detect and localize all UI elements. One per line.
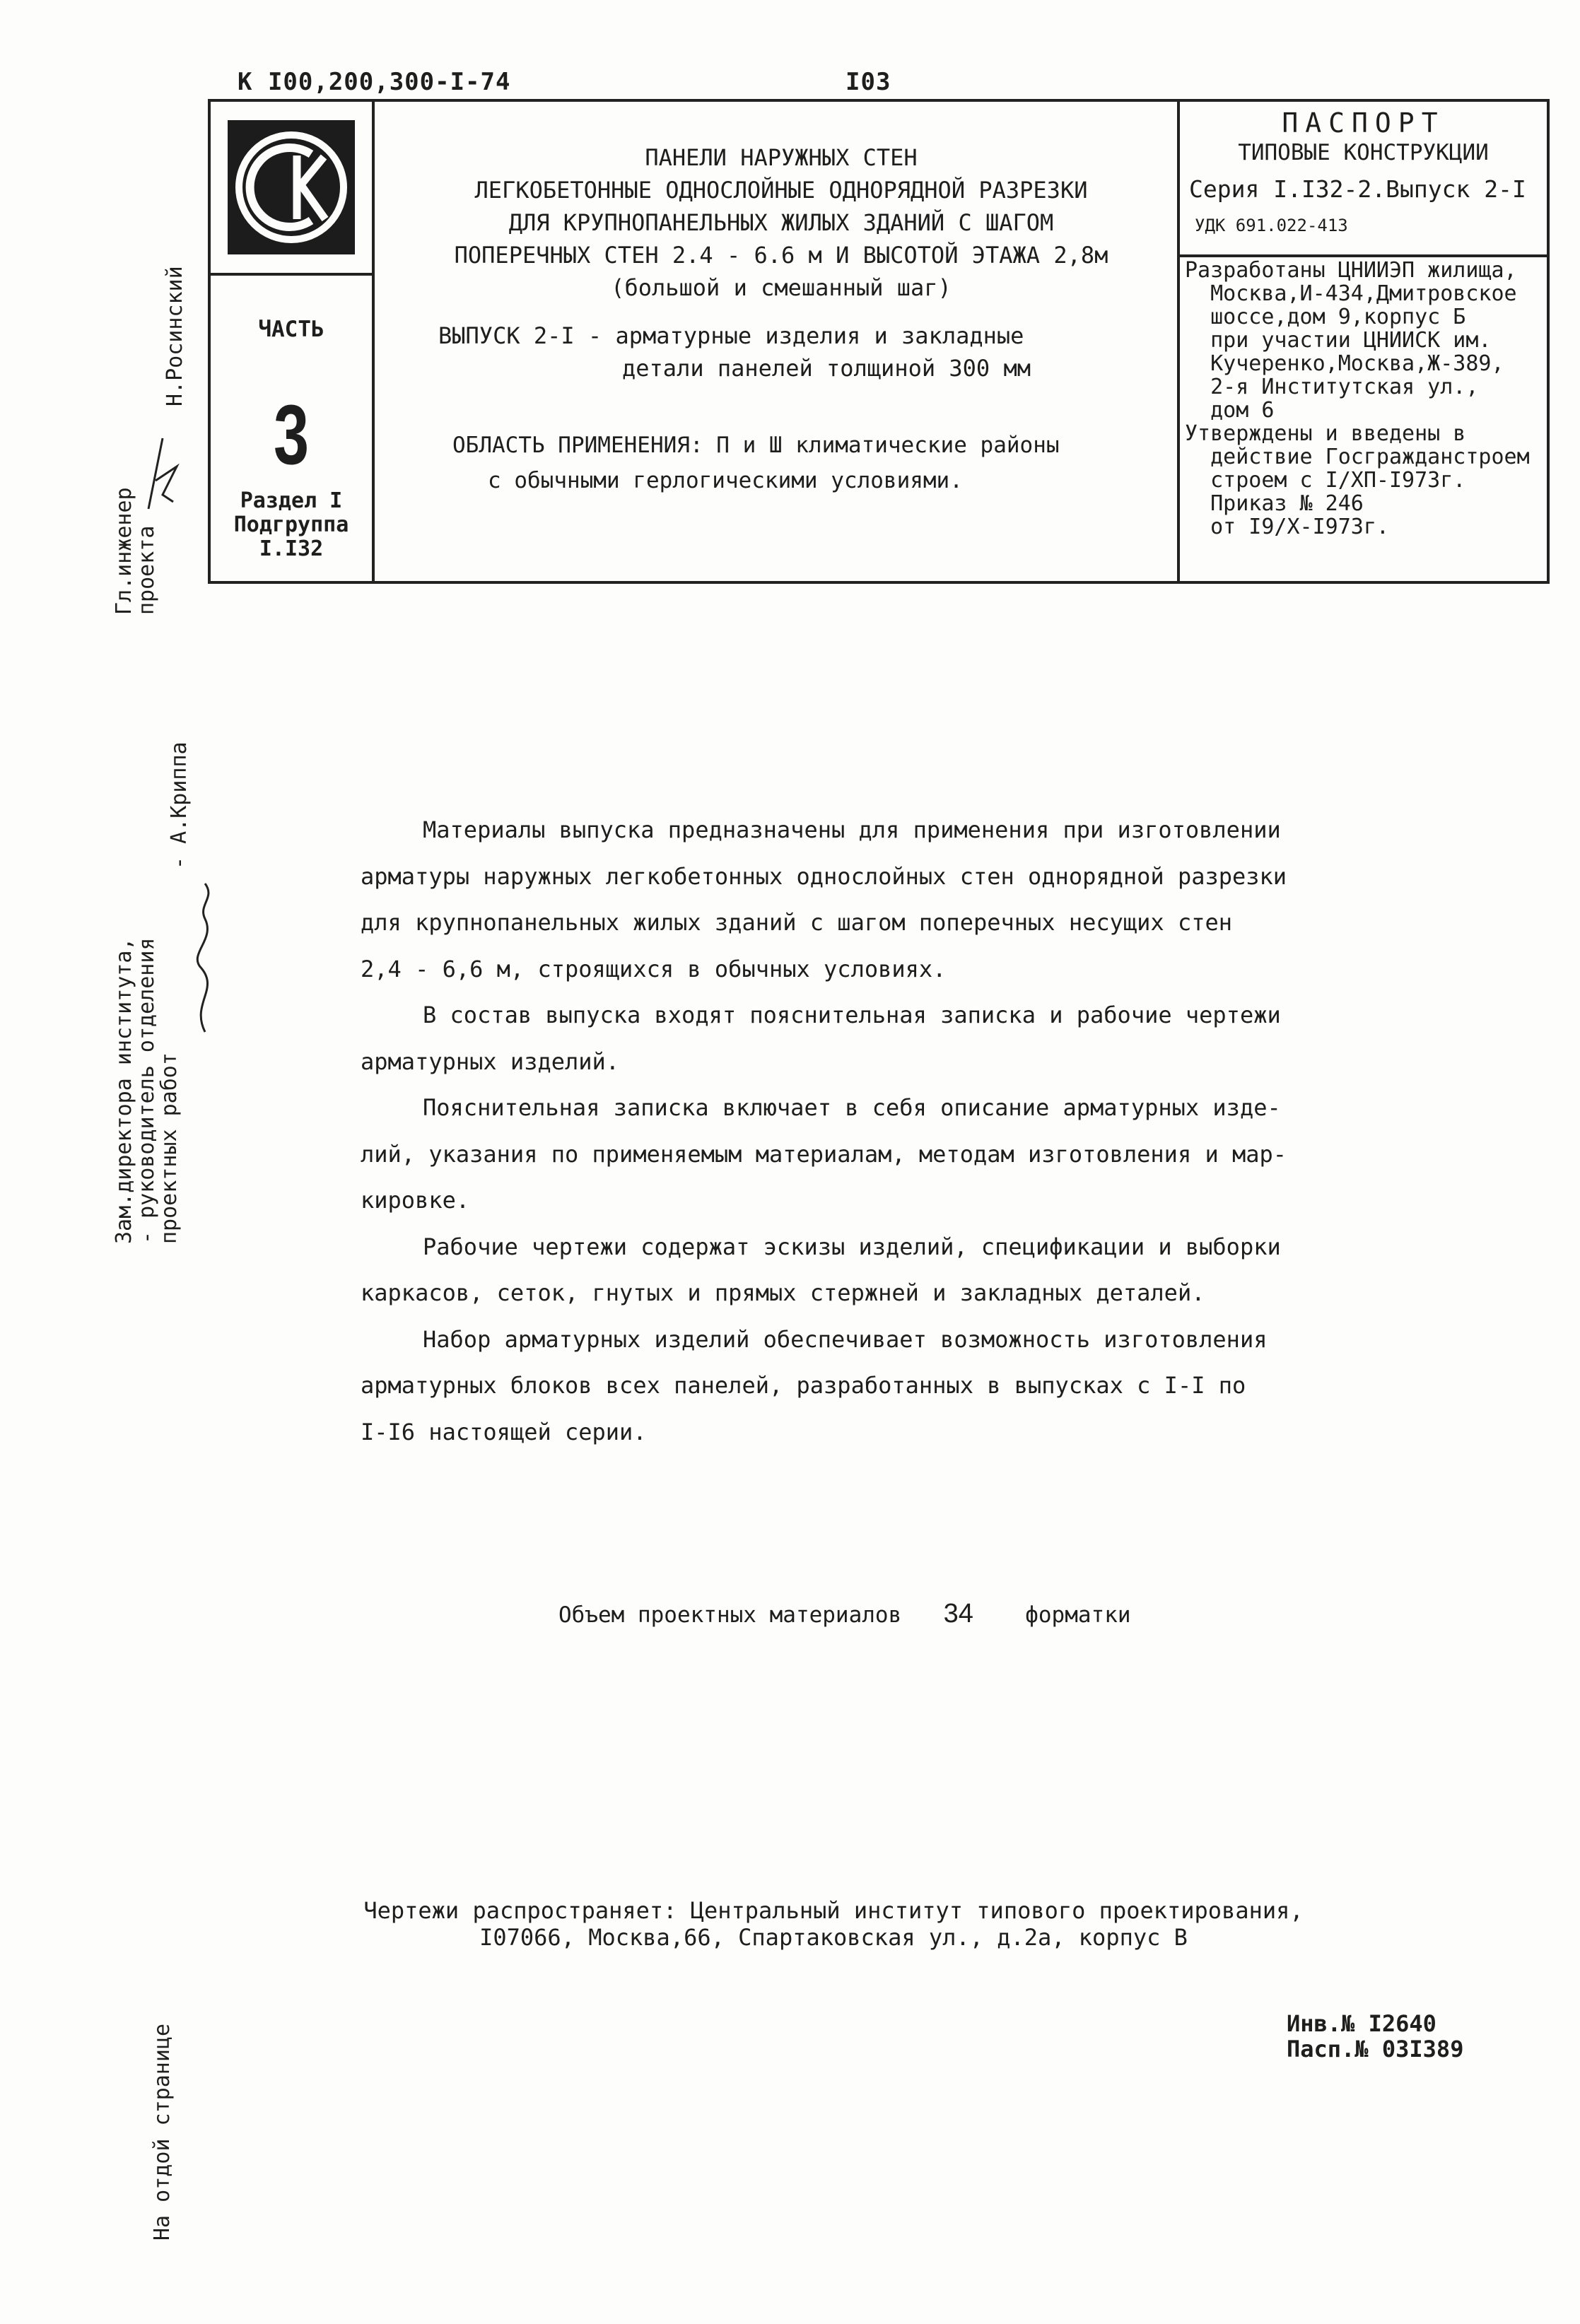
scope-line-1: ОБЛАСТЬ ПРИМЕНЕНИЯ: П и Ш климатические районы bbox=[452, 433, 1060, 458]
right-column-divider bbox=[1177, 102, 1180, 581]
section-label: Раздел I bbox=[240, 488, 343, 513]
developer-line: 2-я Институтская ул., bbox=[1185, 375, 1479, 399]
udk-label: УДК 691.022-413 bbox=[1195, 216, 1348, 235]
chief-engineer-line-2: проекта bbox=[134, 525, 159, 615]
approval-line: Утверждены и введены в bbox=[1185, 421, 1466, 446]
volume-line bbox=[558, 1599, 1131, 1629]
deputy-director-title bbox=[113, 938, 181, 1244]
title-line: ЛЕГКОБЕТОННЫЕ ОДНОСЛОЙНЫЕ ОДНОРЯДНОЙ РАЗРЕЗКИ bbox=[474, 177, 1088, 204]
part-number: 3 bbox=[273, 387, 310, 482]
logo bbox=[228, 120, 355, 254]
title-block bbox=[396, 141, 1166, 304]
developer-line: Москва,И-434,Дмитровское bbox=[1185, 281, 1517, 306]
paragraph-line: кировке. bbox=[361, 1187, 470, 1214]
distribution-line-1: Чертежи распространяет: Центральный институт типового проектирования, bbox=[363, 1897, 1304, 1924]
scope-line-2: с обычными герлогическими условиями. bbox=[488, 468, 963, 493]
subgroup-code: I.I32 bbox=[259, 536, 324, 561]
paragraph-line: В состав выпуска входят пояснительная записка и рабочие чертежи bbox=[423, 1002, 1281, 1028]
paragraph-line: 2,4 - 6,6 м, строящихся в обычных условиях. bbox=[361, 955, 947, 982]
volume-count: 34 bbox=[943, 1599, 973, 1628]
description-text bbox=[361, 807, 1336, 1455]
paragraph-line: для крупнопанельных жилых зданий с шагом поперечных несущих стен bbox=[361, 909, 1232, 936]
paragraph-line: лий, указания по применяемым материалам, методам изготовления и мар- bbox=[361, 1140, 1287, 1168]
approval-line: от I9/X-I973г. bbox=[1185, 515, 1389, 539]
paragraph-line: арматурных блоков всех панелей, разработанных в выпусках с I-I по bbox=[361, 1372, 1246, 1399]
inventory-number: Инв.№ I2640 bbox=[1287, 2010, 1436, 2037]
passport-subtitle: ТИПОВЫЕ КОНСТРУКЦИИ bbox=[1238, 140, 1489, 165]
paragraph-line: Набор арматурных изделий обеспечивает возможность изготовления bbox=[423, 1325, 1268, 1353]
volume-suffix: форматки bbox=[1025, 1602, 1131, 1628]
developer-line: Кучеренко,Москва,Ж-389, bbox=[1185, 351, 1504, 376]
issue-line-2: детали панелей толщиной 300 мм bbox=[622, 355, 1031, 382]
deputy-line-1: Зам.директора института, bbox=[112, 937, 136, 1244]
title-line: (большой и смешанный шаг) bbox=[611, 274, 952, 301]
bottom-side-note: На отдой странице bbox=[150, 2023, 175, 2241]
subgroup-label: Подгруппа bbox=[233, 512, 349, 537]
page-number: I03 bbox=[845, 68, 891, 96]
deputy-signature-icon bbox=[184, 876, 226, 1039]
title-line: ПАНЕЛИ НАРУЖНЫХ СТЕН bbox=[645, 144, 918, 171]
approval-line: Приказ № 246 bbox=[1185, 491, 1364, 516]
deputy-director-name: - А.Криппа bbox=[167, 741, 192, 869]
paragraph-line: арматуры наружных легкобетонных однослойных стен однорядной разрезки bbox=[361, 862, 1287, 890]
passport-divider bbox=[1180, 254, 1547, 257]
chief-engineer-line-1: Гл.инженер bbox=[112, 487, 136, 615]
distribution-info bbox=[349, 1897, 1318, 1951]
part-label: ЧАСТЬ bbox=[258, 317, 324, 342]
chief-engineer-name: Н.Росинский bbox=[163, 266, 187, 406]
approval-line: действие Госгражданстроем bbox=[1185, 445, 1530, 469]
paragraph-line: Материалы выпуска предназначены для применения при изготовлении bbox=[423, 816, 1281, 843]
developer-line: при участии ЦНИИСК им. bbox=[1185, 328, 1492, 353]
title-line: ПОПЕРЕЧНЫХ СТЕН 2.4 - 6.6 м И ВЫСОТОЙ ЭТАЖА 2,8м bbox=[454, 242, 1108, 269]
title-line: ДЛЯ КРУПНОПАНЕЛЬНЫХ ЖИЛЫХ ЗДАНИЙ С ШАГОМ bbox=[508, 209, 1054, 236]
passport-title: ПАСПОРТ bbox=[1282, 107, 1445, 139]
passport-number: Пасп.№ 03I389 bbox=[1287, 2036, 1464, 2062]
chief-engineer-signature-icon bbox=[141, 424, 184, 523]
distribution-line-2: I07066, Москва,66, Спартаковская ул., д.2а, корпус В bbox=[479, 1924, 1188, 1951]
series-label: Серия I.I32-2.Выпуск 2-I bbox=[1189, 175, 1526, 203]
issue-line-1: ВЫПУСК 2-I - арматурные изделия и закладные bbox=[438, 322, 1024, 349]
paragraph-line: Рабочие чертежи содержат эскизы изделий, спецификации и выборки bbox=[423, 1233, 1281, 1260]
paragraph-line: каркасов, сеток, гнутых и прямых стержней и закладных деталей. bbox=[361, 1279, 1205, 1306]
developer-info bbox=[1185, 259, 1530, 539]
deputy-line-3: проектных работ bbox=[157, 1052, 182, 1244]
paragraph-line: Пояснительная записка включает в себя описание арматурных изде- bbox=[423, 1094, 1281, 1121]
deputy-line-2: - руководитель отделения bbox=[134, 937, 159, 1244]
sk-logo-icon bbox=[228, 120, 355, 254]
paragraph-line: арматурных изделий. bbox=[361, 1047, 620, 1075]
developer-line: дом 6 bbox=[1185, 398, 1275, 423]
document-code: К I00,200,300-I-74 bbox=[238, 68, 511, 96]
inventory-block bbox=[1287, 2011, 1463, 2062]
developer-line: шоссе,дом 9,корпус Б bbox=[1185, 305, 1466, 329]
approval-line: строем с I/XП-I973г. bbox=[1185, 468, 1466, 493]
paragraph-line: I-I6 настоящей серии. bbox=[361, 1418, 647, 1445]
developer-line: Разработаны ЦНИИЭП жилища, bbox=[1185, 258, 1517, 283]
volume-prefix: Объем проектных материалов bbox=[558, 1602, 902, 1628]
section-info bbox=[212, 489, 370, 561]
